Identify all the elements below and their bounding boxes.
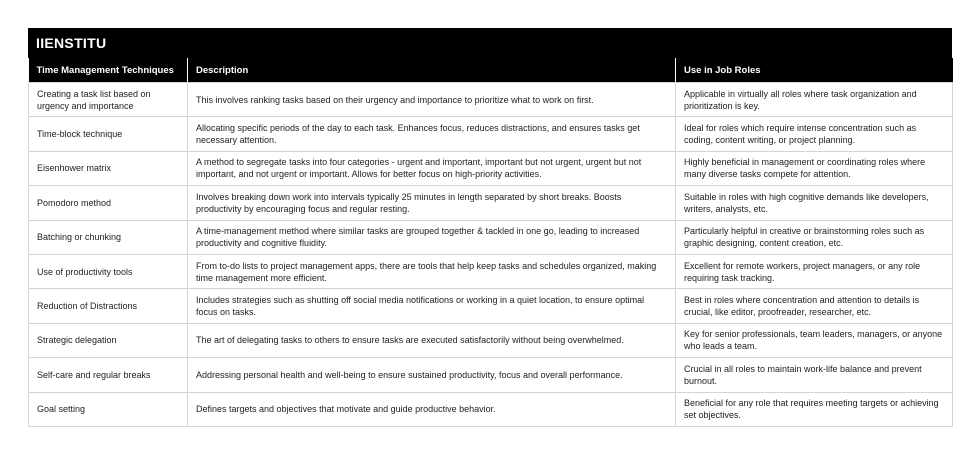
use-cell: Suitable in roles with high cognitive demands like developers, writers, analysts, etc. bbox=[676, 186, 953, 220]
description-cell: Defines targets and objectives that motivate and guide productive behavior. bbox=[188, 392, 676, 426]
technique-cell: Batching or chunking bbox=[29, 220, 188, 254]
table-row bbox=[29, 358, 953, 392]
description-cell: The art of delegating tasks to others to ensure tasks are executed satisfactorily without being overwhelmed. bbox=[188, 323, 676, 357]
header-use-in-job-roles: Use in Job Roles bbox=[676, 58, 953, 83]
use-cell: Highly beneficial in management or coordinating roles where many diverse tasks compete for attention. bbox=[676, 151, 953, 185]
technique-cell: Eisenhower matrix bbox=[29, 151, 188, 185]
table-header bbox=[29, 58, 953, 83]
use-cell: Applicable in virtually all roles where task organization and prioritization is key. bbox=[676, 83, 953, 117]
table-row bbox=[29, 151, 953, 185]
technique-cell: Goal setting bbox=[29, 392, 188, 426]
description-cell: From to-do lists to project management apps, there are tools that help keep tasks and schedules organized, making time management more efficient. bbox=[188, 254, 676, 288]
header-row bbox=[29, 58, 953, 83]
table-row bbox=[29, 117, 953, 151]
technique-cell: Strategic delegation bbox=[29, 323, 188, 357]
table-row bbox=[29, 186, 953, 220]
use-cell: Particularly helpful in creative or brainstorming roles such as graphic designing, content creation, etc. bbox=[676, 220, 953, 254]
use-cell: Excellent for remote workers, project managers, or any role requiring task tracking. bbox=[676, 254, 953, 288]
description-cell: A time-management method where similar tasks are grouped together & tackled in one go, leading to increased productivity and cognitive fluidity. bbox=[188, 220, 676, 254]
technique-cell: Time-block technique bbox=[29, 117, 188, 151]
techniques-table-container bbox=[28, 28, 952, 427]
use-cell: Beneficial for any role that requires meeting targets or achieving set objectives. bbox=[676, 392, 953, 426]
header-description: Description bbox=[188, 58, 676, 83]
technique-cell: Reduction of Distractions bbox=[29, 289, 188, 323]
table-row bbox=[29, 83, 953, 117]
techniques-table bbox=[28, 58, 953, 427]
description-cell: Involves breaking down work into intervals typically 25 minutes in length separated by short breaks. Boosts productivity by encouraging focus and regular resting. bbox=[188, 186, 676, 220]
use-cell: Ideal for roles which require intense concentration such as coding, content writing, or project planning. bbox=[676, 117, 953, 151]
description-cell: This involves ranking tasks based on their urgency and importance to prioritize what to work on first. bbox=[188, 83, 676, 117]
brand-title: IIENSTITU bbox=[28, 28, 952, 58]
description-cell: Allocating specific periods of the day to each task. Enhances focus, reduces distractions, and ensures tasks get necessary attention. bbox=[188, 117, 676, 151]
use-cell: Best in roles where concentration and attention to details is crucial, like editor, proofreader, researcher, etc. bbox=[676, 289, 953, 323]
table-row bbox=[29, 289, 953, 323]
description-cell: Addressing personal health and well-being to ensure sustained productivity, focus and overall performance. bbox=[188, 358, 676, 392]
technique-cell: Use of productivity tools bbox=[29, 254, 188, 288]
table-row bbox=[29, 220, 953, 254]
use-cell: Crucial in all roles to maintain work-life balance and prevent burnout. bbox=[676, 358, 953, 392]
header-techniques: Time Management Techniques bbox=[29, 58, 188, 83]
description-cell: Includes strategies such as shutting off social media notifications or working in a quiet location, to ensure optimal focus on tasks. bbox=[188, 289, 676, 323]
technique-cell: Self-care and regular breaks bbox=[29, 358, 188, 392]
table-row bbox=[29, 323, 953, 357]
table-body bbox=[29, 83, 953, 427]
description-cell: A method to segregate tasks into four categories - urgent and important, important but not urgent, urgent but not important, and not urgent or important. Allows for better focus on high-priority activities. bbox=[188, 151, 676, 185]
table-row bbox=[29, 392, 953, 426]
technique-cell: Pomodoro method bbox=[29, 186, 188, 220]
technique-cell: Creating a task list based on urgency and importance bbox=[29, 83, 188, 117]
table-row bbox=[29, 254, 953, 288]
use-cell: Key for senior professionals, team leaders, managers, or anyone who leads a team. bbox=[676, 323, 953, 357]
